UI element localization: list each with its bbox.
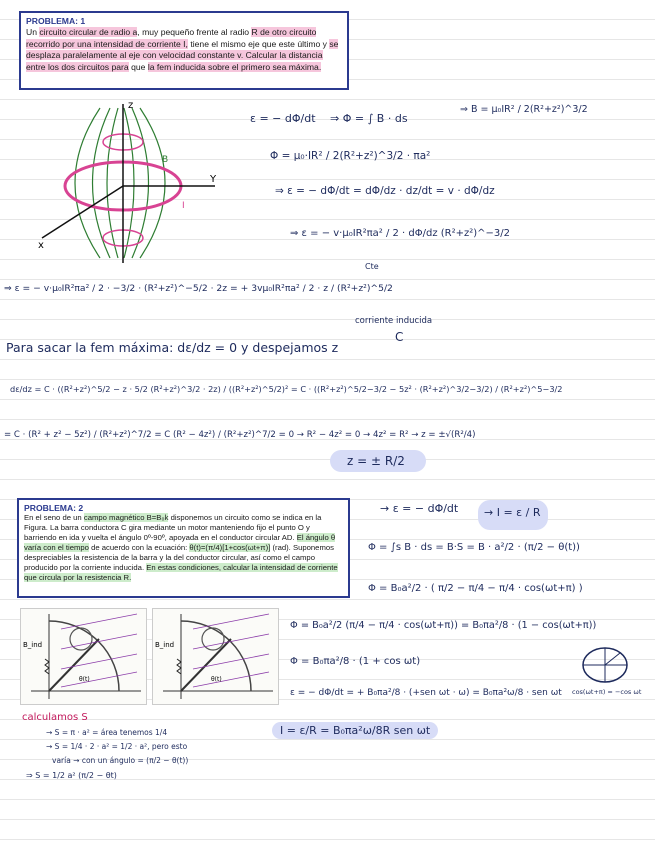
p2-eqC: Φ = ∫s B · ds = B·S = B · a²/2 · (π/2 − θ(t))	[368, 542, 580, 553]
fig-right-bind: B_ind	[155, 641, 175, 649]
p2-segment: θ(t)=(π/4)[1+cos(ωt+π)]	[189, 543, 271, 552]
p2-cos-note: cos(ωt+π) = −cos ωt	[572, 688, 642, 696]
p1-segment: circuito circular de radio a	[39, 27, 138, 38]
p2-segment: (rad). Suponemos despreciables la resistencia de la barra y la del conductor circular, así como el campo producido por la corriente inducida.	[24, 543, 334, 572]
problem-2-title: PROBLEMA: 2	[24, 503, 84, 513]
p1-eq3: ⇒ B = μ₀IR² / 2(R²+z²)^3/2	[460, 104, 588, 115]
p2-eqG: ε = − dΦ/dt = + B₀πa²/8 · (+sen ωt · ω) = B₀πa²ω/8 · sen ωt	[290, 688, 562, 698]
p2-eqF: Φ = B₀πa²/8 · (1 + cos ωt)	[290, 656, 421, 667]
p2-result: I = ε/R = B₀πa²ω/8R sen ωt	[272, 722, 438, 739]
fig-right-theta: θ(t)	[211, 676, 222, 683]
p1-eq7: ⇒ ε = − v·μ₀IR²πa² / 2 · −3/2 · (R²+z²)^−5/2 · 2z = + 3vμ₀IR²πa² / 2 · z / (R²+z²)^5/2	[4, 283, 393, 294]
unit-circle-sketch	[580, 645, 630, 685]
p1-cte: Cte	[365, 262, 379, 271]
p2-eqB: → I = ε / R	[484, 506, 541, 519]
problem-1-diagram	[30, 98, 230, 268]
p1-segment: R de otro circuito recorrido por una intensidad de corriente I,	[26, 27, 317, 49]
p1-segment: que	[128, 61, 148, 72]
p2-segment: campo magnético B=B₀k	[83, 513, 169, 522]
p2-segment: En el seno de un	[24, 513, 84, 522]
p2-calc-0: calculamos S	[22, 712, 88, 723]
p1-segment: se desplaza paralelamente al eje con velocidad constante v. Calcular la distancia entre los dos circuitos para	[26, 38, 339, 72]
p1-eq5: ⇒ ε = − dΦ/dt = dΦ/dz · dz/dt = v · dΦ/dz	[275, 185, 495, 197]
p1-result: z = ± R/2	[347, 454, 405, 468]
problem-2-text	[24, 513, 343, 583]
p2-eqA: → ε = − dΦ/dt	[380, 502, 459, 515]
p1-eq8: dε/dz = C · ((R²+z²)^5/2 − z · 5/2 (R²+z²)^3/2 · 2z) / ((R²+z²)^5/2)² = C · ((R²+z²)^5/2−3/2 − 5z² · (R²+z²)^3/2−3/2) / (R²+z²)^5−3/2	[10, 384, 563, 394]
p2-segment: El ángulo θ varía con el tiempo	[24, 533, 336, 552]
p1-segment: la fem inducida sobre el primero sea máxima.	[147, 61, 322, 72]
problem-2-statement	[17, 498, 350, 598]
p1-corriente: corriente inducida	[355, 316, 433, 326]
p2-segment: disponemos un circuito como se indica en la Figura. La barra conductora C gira mediante un motor manteniendo fijo el punto O y barriendo en ida y vuelta el ángulo 0º-90º, apoyada en el conductor circular AD.	[24, 513, 322, 542]
problem-1-title: PROBLEMA: 1	[26, 16, 86, 26]
axis-z-label: z	[128, 100, 134, 111]
p2-segment: de acuerdo con la ecuación:	[88, 543, 190, 552]
p2-eqD: Φ = B₀a²/2 · ( π/2 − π/4 − π/4 · cos(ωt+π) )	[368, 583, 583, 594]
p1-segment: , muy pequeño frente al radio	[137, 27, 252, 38]
field-b-label: B	[162, 155, 169, 165]
p2-calc-4: ⇒ S = 1/2 a² (π/2 − θt)	[26, 771, 117, 780]
p1-segment: Un	[26, 27, 40, 38]
p2-calc-3: varía → con un ángulo = (π/2 − θ(t))	[52, 756, 189, 765]
p1-eq2: ⇒ Φ = ∫ B · ds	[330, 112, 408, 125]
p1-eq9: = C · (R² + z² − 5z²) / (R²+z²)^7/2 = C (R² − 4z²) / (R²+z²)^7/2 = 0 → R² − 4z² = 0 → 4z² = R² → z = ±√(R²/4)	[4, 430, 476, 440]
current-i-label: I	[182, 201, 185, 211]
p2-calc-2: → S = 1/4 · 2 · a² = 1/2 · a², pero esto	[46, 742, 188, 751]
problem-2-figure-left	[20, 608, 147, 705]
p2-segment: En estas condiciones, calcular la intensidad de corriente que circula por la resistencia R.	[24, 563, 338, 582]
p1-para: Para sacar la fem máxima: dε/dz = 0 y despejamos z	[6, 340, 339, 355]
axis-x-label: x	[38, 240, 44, 251]
p1-eq4: Φ = μ₀·IR² / 2(R²+z²)^3/2 · πa²	[270, 150, 431, 162]
fig-left-theta: θ(t)	[79, 676, 90, 683]
p1-c-label: C	[395, 330, 404, 344]
problem-2-figure-right	[152, 608, 279, 705]
axis-y-label: Y	[210, 174, 217, 185]
problem-1-statement	[19, 11, 349, 90]
p2-calc-1: → S = π · a² = área tenemos 1/4	[46, 728, 168, 737]
p2-eqE: Φ = B₀a²/2 (π/4 − π/4 · cos(ωt+π)) = B₀πa²/8 · (1 − cos(ωt+π))	[290, 620, 597, 631]
problem-1-text	[26, 27, 342, 73]
p1-eq1: ε = − dΦ/dt	[250, 112, 316, 125]
p1-segment: tiene el mismo eje que este último y	[187, 38, 330, 49]
fig-left-bind: B_ind	[23, 641, 43, 649]
p1-eq6: ⇒ ε = − v·μ₀IR²πa² / 2 · dΦ/dz (R²+z²)^−3/2	[290, 228, 511, 239]
